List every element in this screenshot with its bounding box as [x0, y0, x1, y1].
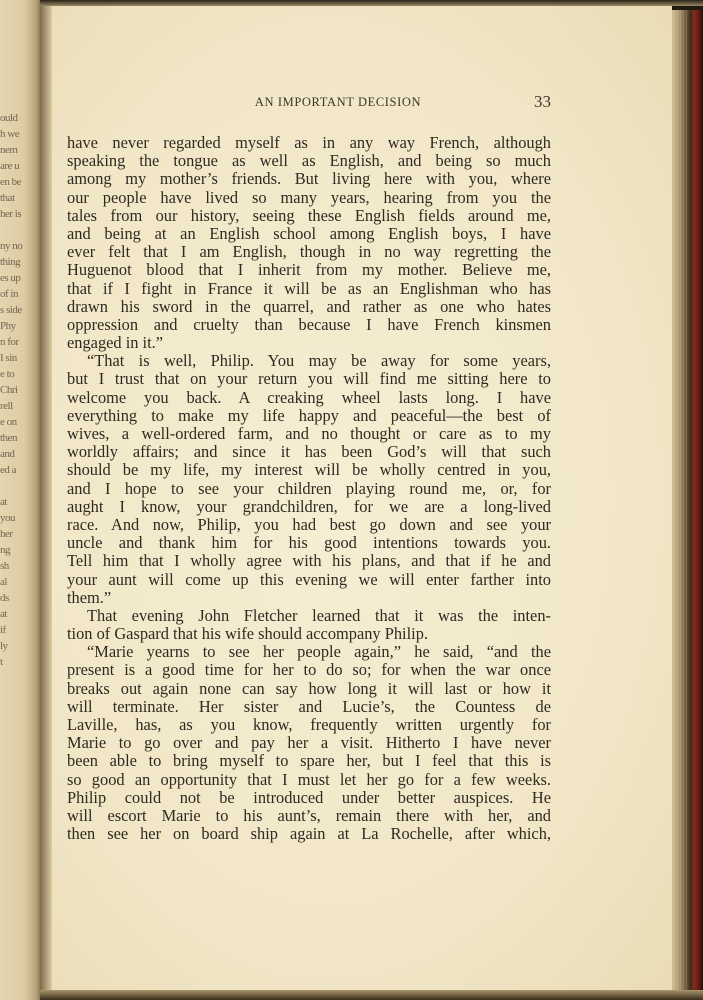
text-line: “That is well, Philip. You may be away for some years,: [87, 351, 551, 371]
text-line: wives, a well-ordered farm, and no thought or care as to my: [67, 424, 551, 443]
text-line: tales from our history, seeing these English fields around me,: [67, 205, 551, 225]
text-line: speaking the tongue as well as English, and being so much: [67, 151, 551, 171]
text-line: aught I know, your grandchildren, for we are a long-lived: [67, 496, 551, 516]
text-line: Tell him that I wholly agree with his plans, and that if he and: [67, 551, 551, 571]
text-line: worldly affairs; and since it has been God’s will that such: [67, 442, 551, 462]
text-line: them.”: [67, 587, 112, 607]
text-line: everything to make my life happy and peaceful—the best of: [67, 405, 551, 425]
text-line: will escort Marie to his aunt’s, remain there with her, and: [67, 805, 551, 825]
text-line: will terminate. Her sister and Lucie’s, the Countess de: [67, 696, 551, 716]
text-line: then see her on board ship again at La Rochelle, after which,: [67, 824, 551, 844]
top-edge: [40, 0, 703, 6]
facing-page-text-fragments: ould h we nem are u en be that her is ny no thing es up of in s side Phy n for I sin e to Chri rell e on then and ed a at you her ng sh al ds at if ly t: [0, 112, 23, 668]
text-line: been able to bring myself to spare her, but I feel that this is: [67, 751, 551, 771]
text-line: Laville, has, as you know, frequently written urgently for: [67, 715, 551, 734]
bottom-edge: [40, 990, 703, 1000]
text-line: Marie to go over and pay her a visit. Hitherto I have never: [67, 733, 551, 753]
facing-page-edge: [0, 0, 40, 1000]
text-line: race. And now, Philip, you had best go down and see your: [67, 514, 551, 534]
page-edges: [674, 10, 688, 995]
body-text: [67, 134, 551, 843]
text-line: but I trust that on your return you will find me sitting here to: [67, 369, 551, 389]
text-line: have never regarded myself as in any way French, although: [67, 133, 551, 152]
text-line: welcome you back. A creaking wheel lasts long. I have: [67, 387, 551, 407]
text-line: and being at an English school among English boys, I have: [67, 223, 551, 243]
text-line: and I hope to see your children playing round me, or, for: [67, 478, 551, 498]
text-line: should be my life, my interest will be wholly centred in you,: [67, 460, 551, 480]
text-line: breaks out again none can say how long it will last or how it: [67, 678, 551, 698]
text-line: “Marie yearns to see her people again,” he said, “and the: [87, 642, 551, 662]
text-line: Philip could not be introduced under better auspices. He: [67, 787, 551, 807]
running-head-title: AN IMPORTANT DECISION: [254, 95, 422, 109]
text-line: that if I fight in France it will be as an Englishman who has: [67, 278, 551, 298]
text-line: our people have lived so many years, hearing from you the: [67, 187, 551, 207]
text-line: tion of Gaspard that his wife should accompany Philip.: [67, 624, 428, 644]
text-line: uncle and thank him for his good intentions towards you.: [67, 533, 551, 553]
running-head: [52, 92, 672, 112]
text-line: oppression and cruelty than because I have French kinsmen: [67, 314, 551, 334]
text-line: engaged in it.”: [67, 333, 164, 353]
text-line: so good an opportunity that I must let her go for a few weeks.: [67, 769, 551, 789]
text-line: among my mother’s friends. But living here with you, where: [67, 169, 551, 189]
text-line: drawn his sword in the quarrel, and rather as one who hates: [67, 296, 551, 316]
text-line: your aunt will come up this evening we will enter farther into: [67, 569, 551, 589]
text-line: Huguenot blood that I inherit from my mother. Believe me,: [67, 260, 551, 280]
text-line: present is a good time for her to do so; for when the war once: [67, 660, 551, 680]
text-line: That evening John Fletcher learned that it was the inten-: [87, 605, 551, 625]
page-number: 33: [534, 92, 551, 111]
text-line: ever felt that I am English, though in no way regretting the: [67, 242, 551, 262]
book-fore-edge: [672, 10, 703, 995]
